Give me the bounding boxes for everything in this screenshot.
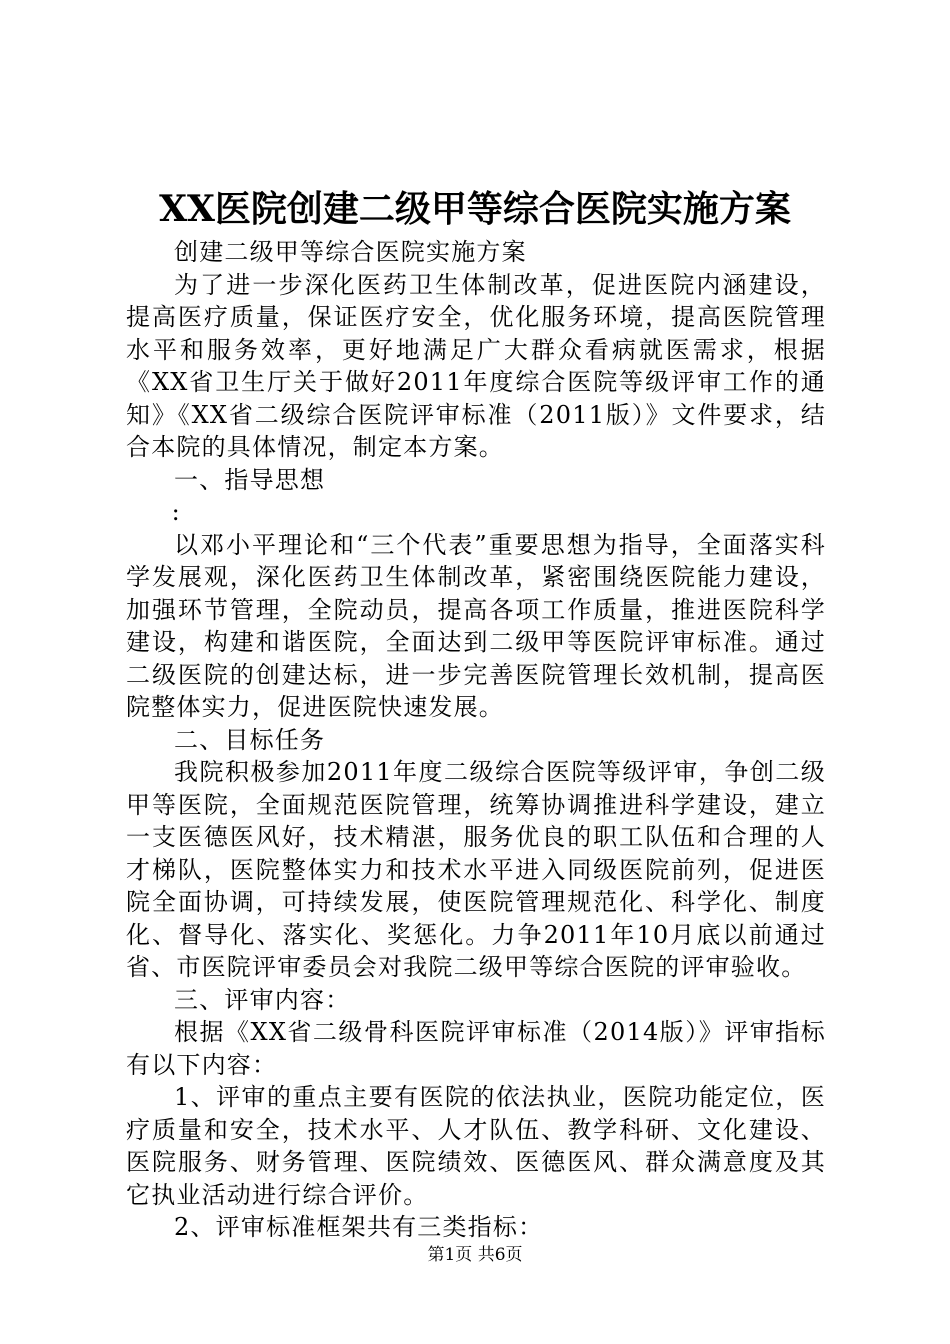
intro-paragraph: 为了进一步深化医药卫生体制改革，促进医院内涵建设，提高医疗质量，保证医疗安全，优化服务环境，提高医院管理水平和服务效率，更好地满足广大群众看病就医需求，根据《XX省卫生厅关于做好2011年度综合医院等级评审工作的通知》《XX省二级综合医院评审标准（2011版）》文件要求，结合本院的具体情况，制定本方案。: [126, 270, 826, 461]
section-heading-guiding-thought: 一、指导思想: [174, 465, 326, 494]
page-number-footer: 第1页 共6页: [427, 1245, 523, 1265]
review-basis-paragraph: 根据《XX省二级骨科医院评审标准（2014版）》评审指标有以下内容：: [126, 1018, 826, 1079]
document-body: [126, 236, 826, 1244]
section-heading-goals: 二、目标任务: [174, 725, 326, 754]
review-item-1-paragraph: 1、评审的重点主要有医院的依法执业，医院功能定位，医疗质量和安全，技术水平、人才队伍、教学科研、文化建设、医院服务、财务管理、医院绩效、医德医风、群众满意度及其它执业活动进行综合评价。: [126, 1083, 826, 1209]
guiding-thought-paragraph: 以邓小平理论和“三个代表”重要思想为指导，全面落实科学发展观，深化医药卫生体制改革，紧密围绕医院能力建设，加强环节管理，全院动员，提高各项工作质量，推进医院科学建设，构建和谐医院，全面达到二级甲等医院评审标准。通过二级医院的创建达标，进一步完善医院管理长效机制，提高医院整体实力，促进医院快速发展。: [126, 530, 826, 721]
review-item-2-paragraph: 2、评审标准框架共有三类指标：: [174, 1213, 544, 1241]
colon-line: :: [171, 498, 181, 526]
subtitle-paragraph: 创建二级甲等综合医院实施方案: [174, 238, 527, 266]
goals-paragraph: 我院积极参加2011年度二级综合医院等级评审，争创二级甲等医院，全面规范医院管理，统筹协调推进科学建设，建立一支医德医风好，技术精湛，服务优良的职工队伍和合理的人才梯队，医院整体实力和技术水平进入同级医院前列，促进医院全面协调，可持续发展，使医院管理规范化、科学化、制度化、督导化、落实化、奖惩化。力争2011年10月底以前通过省、市医院评审委员会对我院二级甲等综合医院的评审验收。: [126, 758, 826, 981]
section-heading-review-content: 三、评审内容：: [174, 985, 351, 1014]
document-title: XX医院创建二级甲等综合医院实施方案: [159, 188, 791, 230]
